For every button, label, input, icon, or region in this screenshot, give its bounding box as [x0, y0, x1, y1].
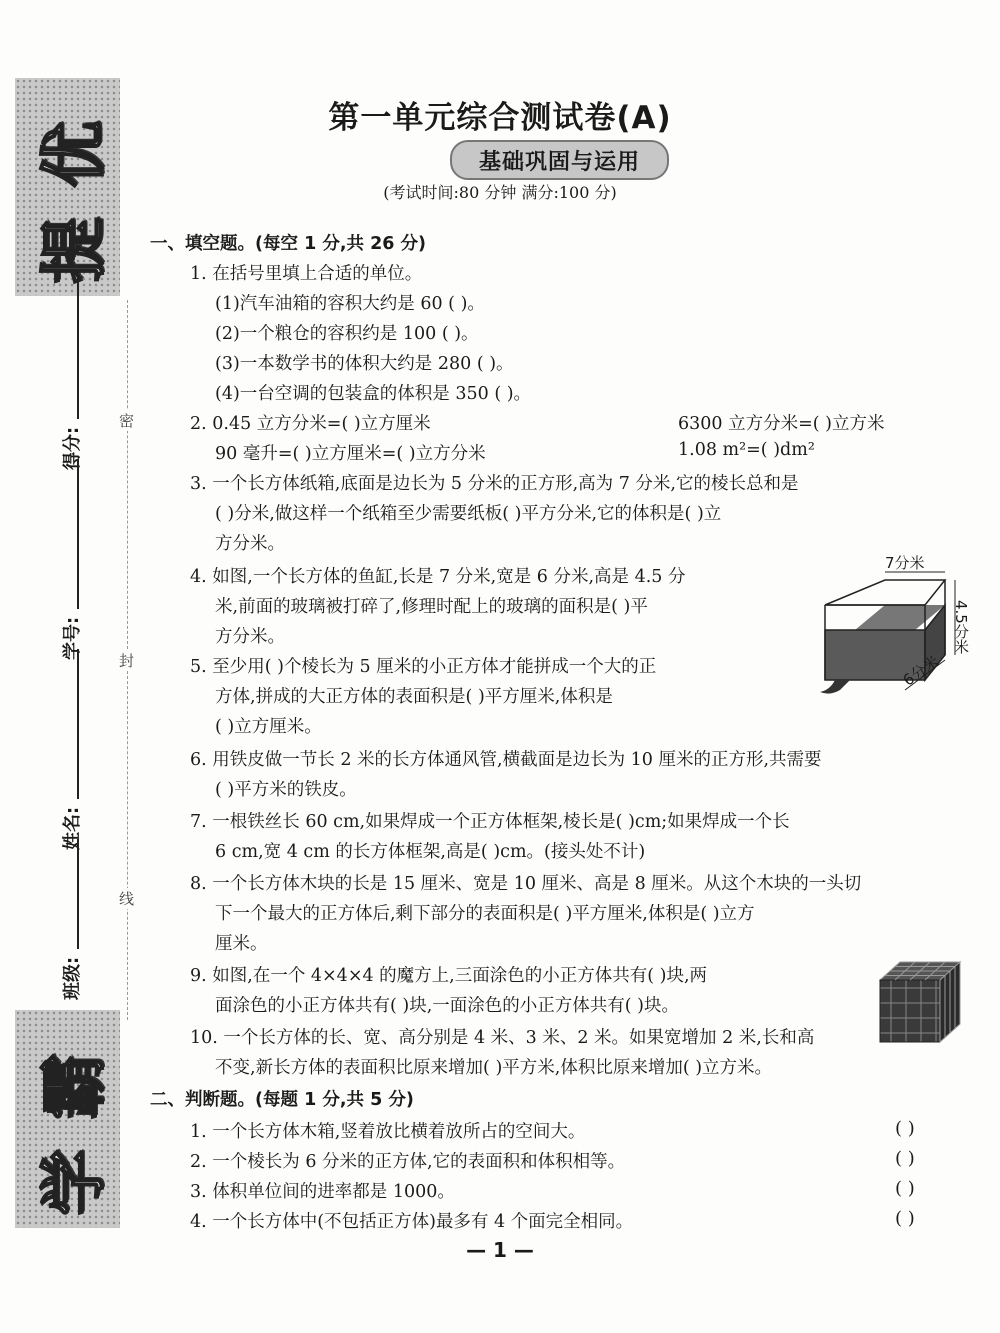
- question-line: 8. 一个长方体木块的长是 15 厘米、宽是 10 厘米、高是 8 厘米。从这个木块的一头切: [190, 874, 862, 894]
- question-line: 2. 0.45 立方分米=( )立方厘米: [190, 414, 431, 434]
- section-badge: 基础巩固与运用: [450, 140, 669, 180]
- tank-width-label: 6分米: [899, 652, 943, 690]
- tank-length-label: 7分米: [885, 554, 925, 572]
- seal-char-feng: 封: [119, 652, 135, 670]
- name-label: 姓名:: [62, 806, 83, 850]
- question-line: 90 毫升=( )立方厘米=( )立方分米: [215, 444, 486, 464]
- judge-answer-box[interactable]: ( ): [895, 1178, 915, 1199]
- student-number-blank[interactable]: [63, 459, 79, 609]
- class-label: 班级:: [62, 956, 83, 1000]
- name-field: [58, 649, 84, 850]
- question-line: ( )分米,做这样一个纸箱至少需要纸板( )平方分米,它的体积是( )立: [215, 504, 722, 524]
- rubiks-cube-drawing: [876, 958, 966, 1046]
- question-line: 厘米。: [215, 934, 268, 954]
- question-line: 6 cm,宽 4 cm 的长方体框架,高是( )cm。(接头处不计): [215, 842, 646, 862]
- question-line: 方分米。: [215, 534, 285, 554]
- cube-front-face: [880, 980, 940, 1042]
- fish-tank-figure: [805, 554, 975, 695]
- question-line: 7. 一根铁丝长 60 cm,如果焊成一个正方体框架,棱长是( )cm;如果焊成一个长: [190, 812, 790, 832]
- water-spill: [820, 680, 850, 694]
- question-line: 面涂色的小正方体共有( )块,一面涂色的小正方体共有( )块。: [215, 996, 679, 1016]
- question-line: (2)一个粮仓的容积约是 100 ( )。: [215, 324, 479, 344]
- question-line: ( )平方米的铁皮。: [215, 780, 357, 800]
- question-line: 5. 至少用( )个棱长为 5 厘米的小正方体才能拼成一个大的正: [190, 657, 657, 677]
- judge-line: 4. 一个长方体中(不包括正方体)最多有 4 个面完全相同。: [190, 1212, 634, 1232]
- question-line: 6. 用铁皮做一节长 2 米的长方体通风管,横截面是边长为 10 厘米的正方形,共需要: [190, 750, 822, 770]
- score-blank[interactable]: [63, 269, 79, 419]
- section-heading-judge: 二、判断题。(每题 1 分,共 5 分): [150, 1090, 414, 1110]
- question-line: 1. 在括号里填上合适的单位。: [190, 264, 423, 284]
- question-line: 方分米。: [215, 627, 285, 647]
- page-number: — 1 —: [466, 1238, 534, 1262]
- question-line: 方体,拼成的大正方体的表面积是( )平方厘米,体积是: [215, 687, 613, 707]
- question-line: (1)汽车油箱的容积大约是 60 ( )。: [215, 294, 485, 314]
- fish-tank-drawing: [805, 560, 975, 695]
- class-field: [58, 839, 84, 1000]
- score-field: [58, 269, 84, 470]
- rubiks-cube-figure: [876, 958, 966, 1046]
- question-line: 10. 一个长方体的长、宽、高分别是 4 米、3 米、2 米。如果宽增加 2 米,长和高: [190, 1028, 815, 1048]
- student-number-label: 学号:: [62, 616, 83, 660]
- question-line: 3. 一个长方体纸箱,底面是边长为 5 分米的正方形,高为 7 分米,它的棱长总和是: [190, 474, 799, 494]
- question-line: 下一个最大的正方体后,剩下部分的表面积是( )平方厘米,体积是( )立方: [215, 904, 755, 924]
- question-line: (4)一台空调的包装盒的体积是 350 ( )。: [215, 384, 532, 404]
- sidebar-top-text: 提优: [35, 91, 112, 283]
- score-label: 得分:: [62, 426, 83, 470]
- sidebar-bottom-text: 学霸: [35, 1023, 112, 1215]
- sidebar-bottom-banner: [15, 1010, 120, 1228]
- judge-line: 2. 一个棱长为 6 分米的正方体,它的表面积和体积相等。: [190, 1152, 626, 1172]
- question-line: (3)一本数学书的体积大约是 280 ( )。: [215, 354, 514, 374]
- question-line: 6300 立方分米=( )立方米: [678, 414, 885, 434]
- judge-answer-box[interactable]: ( ): [895, 1118, 915, 1139]
- section-heading-fill-blank: 一、填空题。(每空 1 分,共 26 分): [150, 234, 427, 254]
- question-line: ( )立方厘米。: [215, 717, 322, 737]
- question-line: 1.08 m²=( )dm²: [678, 440, 815, 460]
- exam-info: (考试时间:80 分钟 满分:100 分): [383, 183, 617, 202]
- judge-answer-box[interactable]: ( ): [895, 1208, 915, 1229]
- class-blank[interactable]: [63, 839, 79, 949]
- name-blank[interactable]: [63, 649, 79, 799]
- student-number-field: [58, 459, 84, 660]
- judge-line: 1. 一个长方体木箱,竖着放比横着放所占的空间大。: [190, 1122, 586, 1142]
- page-title: 第一单元综合测试卷(A): [328, 100, 672, 136]
- tank-height-label: 4.5分米: [952, 600, 970, 654]
- question-line: 米,前面的玻璃被打碎了,修理时配上的玻璃的面积是( )平: [215, 597, 648, 617]
- tank-top-edge: [825, 580, 945, 605]
- question-line: 4. 如图,一个长方体的鱼缸,长是 7 分米,宽是 6 分米,高是 4.5 分: [190, 567, 686, 587]
- seal-char-xian: 线: [119, 890, 135, 908]
- question-line: 不变,新长方体的表面积比原来增加( )平方米,体积比原来增加( )立方米。: [215, 1058, 773, 1078]
- judge-line: 3. 体积单位间的进率都是 1000。: [190, 1182, 455, 1202]
- question-line: 9. 如图,在一个 4×4×4 的魔方上,三面涂色的小正方体共有( )块,两: [190, 966, 708, 986]
- judge-answer-box[interactable]: ( ): [895, 1148, 915, 1169]
- seal-char-mi: 密: [119, 412, 135, 430]
